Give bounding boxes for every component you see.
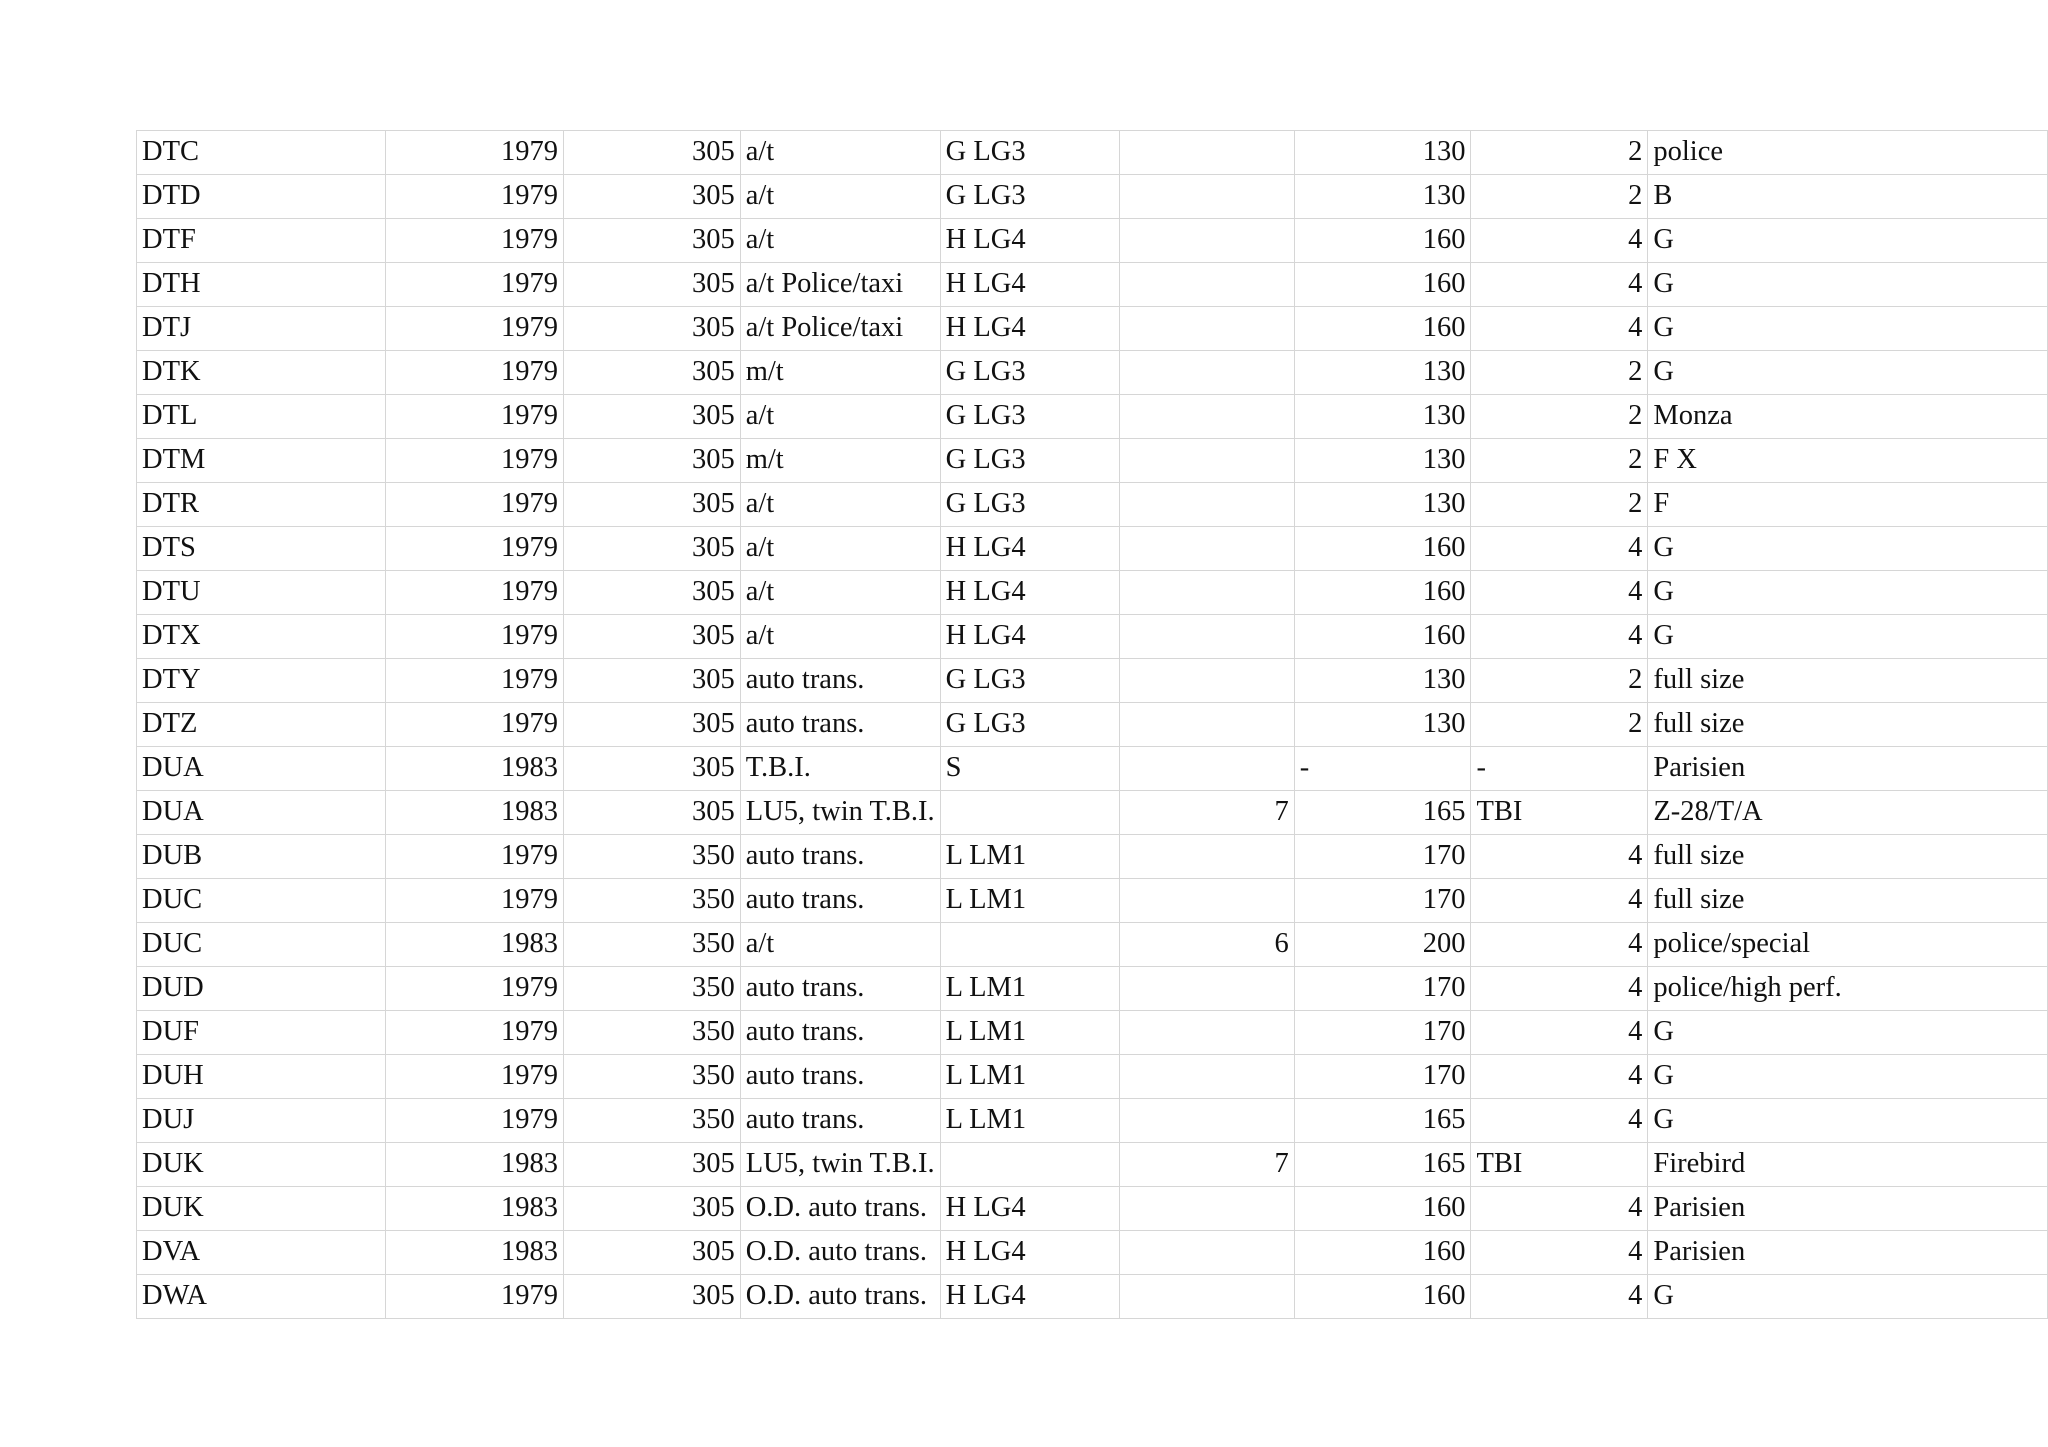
cell-year: 1979 <box>386 571 564 615</box>
engine-code-table <box>136 130 2048 1319</box>
cell-horsepower: 160 <box>1294 615 1471 659</box>
cell-carburetor: 4 <box>1471 1187 1648 1231</box>
cell-col6 <box>1119 1187 1294 1231</box>
cell-application: full size <box>1648 659 2048 703</box>
cell-displacement: 305 <box>563 747 740 791</box>
cell-col6 <box>1119 307 1294 351</box>
cell-year: 1979 <box>386 395 564 439</box>
cell-engine-code: DTY <box>137 659 386 703</box>
cell-engine-rpo: G LG3 <box>940 131 1119 175</box>
cell-col6 <box>1119 659 1294 703</box>
cell-displacement: 305 <box>563 571 740 615</box>
table-row <box>137 1011 2048 1055</box>
cell-year: 1983 <box>386 923 564 967</box>
cell-engine-code: DUJ <box>137 1099 386 1143</box>
cell-application: Parisien <box>1648 1231 2048 1275</box>
cell-col6 <box>1119 1055 1294 1099</box>
cell-engine-rpo: G LG3 <box>940 351 1119 395</box>
cell-engine-rpo: G LG3 <box>940 703 1119 747</box>
cell-horsepower: 130 <box>1294 175 1471 219</box>
cell-engine-rpo: L LM1 <box>940 879 1119 923</box>
cell-carburetor: 2 <box>1471 703 1648 747</box>
cell-engine-code: DTU <box>137 571 386 615</box>
cell-horsepower: 165 <box>1294 1143 1471 1187</box>
cell-horsepower: 130 <box>1294 483 1471 527</box>
cell-year: 1983 <box>386 1231 564 1275</box>
cell-carburetor: 2 <box>1471 395 1648 439</box>
cell-engine-code: DTR <box>137 483 386 527</box>
cell-transmission: a/t <box>740 219 940 263</box>
table-row <box>137 659 2048 703</box>
cell-year: 1979 <box>386 659 564 703</box>
cell-displacement: 305 <box>563 263 740 307</box>
cell-engine-rpo: H LG4 <box>940 527 1119 571</box>
cell-horsepower: 170 <box>1294 835 1471 879</box>
cell-application: G <box>1648 1275 2048 1319</box>
cell-horsepower: 160 <box>1294 571 1471 615</box>
cell-year: 1979 <box>386 351 564 395</box>
cell-engine-rpo: H LG4 <box>940 1275 1119 1319</box>
cell-transmission: O.D. auto trans. <box>740 1231 940 1275</box>
cell-col6 <box>1119 703 1294 747</box>
cell-carburetor: 4 <box>1471 615 1648 659</box>
table-row <box>137 1187 2048 1231</box>
table-row <box>137 923 2048 967</box>
cell-year: 1979 <box>386 1055 564 1099</box>
cell-col6 <box>1119 879 1294 923</box>
table-row <box>137 1143 2048 1187</box>
cell-displacement: 350 <box>563 1099 740 1143</box>
cell-horsepower: 130 <box>1294 351 1471 395</box>
cell-displacement: 350 <box>563 879 740 923</box>
cell-carburetor: TBI <box>1471 791 1648 835</box>
cell-application: police/special <box>1648 923 2048 967</box>
cell-col6 <box>1119 439 1294 483</box>
table-row <box>137 571 2048 615</box>
cell-engine-code: DTK <box>137 351 386 395</box>
cell-transmission: a/t <box>740 571 940 615</box>
table-row <box>137 263 2048 307</box>
cell-engine-code: DTX <box>137 615 386 659</box>
cell-horsepower: 160 <box>1294 1275 1471 1319</box>
cell-year: 1979 <box>386 1011 564 1055</box>
cell-transmission: m/t <box>740 439 940 483</box>
table-row <box>137 307 2048 351</box>
cell-engine-rpo: L LM1 <box>940 1011 1119 1055</box>
cell-carburetor: 4 <box>1471 219 1648 263</box>
cell-carburetor: 2 <box>1471 351 1648 395</box>
cell-application: F X <box>1648 439 2048 483</box>
table-row <box>137 967 2048 1011</box>
table-row <box>137 131 2048 175</box>
cell-carburetor: 4 <box>1471 571 1648 615</box>
cell-year: 1979 <box>386 527 564 571</box>
cell-engine-code: DTZ <box>137 703 386 747</box>
cell-transmission: auto trans. <box>740 967 940 1011</box>
cell-carburetor: 4 <box>1471 1055 1648 1099</box>
cell-horsepower: 170 <box>1294 967 1471 1011</box>
cell-horsepower: 165 <box>1294 791 1471 835</box>
cell-carburetor: - <box>1471 747 1648 791</box>
cell-engine-code: DTL <box>137 395 386 439</box>
cell-application: full size <box>1648 879 2048 923</box>
cell-displacement: 305 <box>563 483 740 527</box>
cell-year: 1979 <box>386 439 564 483</box>
cell-displacement: 305 <box>563 439 740 483</box>
cell-year: 1979 <box>386 263 564 307</box>
cell-engine-rpo: H LG4 <box>940 571 1119 615</box>
cell-col6 <box>1119 527 1294 571</box>
cell-application: G <box>1648 1099 2048 1143</box>
cell-transmission: auto trans. <box>740 879 940 923</box>
cell-transmission: a/t <box>740 483 940 527</box>
cell-col6 <box>1119 615 1294 659</box>
table-row <box>137 351 2048 395</box>
cell-horsepower: 130 <box>1294 659 1471 703</box>
cell-transmission: auto trans. <box>740 1099 940 1143</box>
cell-col6 <box>1119 571 1294 615</box>
cell-engine-code: DUK <box>137 1187 386 1231</box>
cell-col6 <box>1119 395 1294 439</box>
table-body <box>137 131 2048 1319</box>
cell-carburetor: 4 <box>1471 923 1648 967</box>
cell-engine-code: DTJ <box>137 307 386 351</box>
cell-engine-code: DUD <box>137 967 386 1011</box>
cell-col6: 7 <box>1119 791 1294 835</box>
cell-year: 1979 <box>386 835 564 879</box>
cell-displacement: 350 <box>563 1011 740 1055</box>
cell-year: 1979 <box>386 1099 564 1143</box>
cell-col6 <box>1119 1275 1294 1319</box>
cell-displacement: 305 <box>563 527 740 571</box>
cell-carburetor: 4 <box>1471 307 1648 351</box>
cell-year: 1979 <box>386 219 564 263</box>
cell-engine-rpo: G LG3 <box>940 175 1119 219</box>
cell-displacement: 305 <box>563 131 740 175</box>
cell-application: G <box>1648 615 2048 659</box>
cell-application: Z-28/T/A <box>1648 791 2048 835</box>
cell-transmission: O.D. auto trans. <box>740 1275 940 1319</box>
cell-displacement: 305 <box>563 1187 740 1231</box>
cell-col6 <box>1119 1011 1294 1055</box>
cell-displacement: 305 <box>563 395 740 439</box>
cell-displacement: 305 <box>563 351 740 395</box>
cell-displacement: 305 <box>563 307 740 351</box>
cell-application: Parisien <box>1648 1187 2048 1231</box>
cell-transmission: m/t <box>740 351 940 395</box>
cell-engine-rpo <box>940 791 1119 835</box>
cell-transmission: a/t <box>740 527 940 571</box>
cell-engine-code: DTC <box>137 131 386 175</box>
cell-col6 <box>1119 967 1294 1011</box>
cell-engine-code: DUA <box>137 747 386 791</box>
cell-application: B <box>1648 175 2048 219</box>
cell-year: 1979 <box>386 131 564 175</box>
cell-horsepower: 170 <box>1294 1055 1471 1099</box>
cell-displacement: 305 <box>563 175 740 219</box>
cell-transmission: auto trans. <box>740 703 940 747</box>
table-row <box>137 527 2048 571</box>
cell-displacement: 305 <box>563 1143 740 1187</box>
cell-carburetor: 4 <box>1471 835 1648 879</box>
cell-horsepower: 130 <box>1294 395 1471 439</box>
cell-year: 1979 <box>386 175 564 219</box>
cell-carburetor: 4 <box>1471 263 1648 307</box>
cell-col6 <box>1119 131 1294 175</box>
cell-year: 1979 <box>386 615 564 659</box>
cell-horsepower: 160 <box>1294 263 1471 307</box>
cell-engine-code: DUA <box>137 791 386 835</box>
cell-engine-rpo: G LG3 <box>940 483 1119 527</box>
cell-col6 <box>1119 747 1294 791</box>
cell-transmission: T.B.I. <box>740 747 940 791</box>
cell-year: 1979 <box>386 967 564 1011</box>
cell-carburetor: 4 <box>1471 1099 1648 1143</box>
cell-horsepower: 160 <box>1294 527 1471 571</box>
cell-transmission: a/t Police/taxi <box>740 307 940 351</box>
cell-col6 <box>1119 263 1294 307</box>
cell-application: G <box>1648 527 2048 571</box>
cell-transmission: a/t <box>740 131 940 175</box>
cell-engine-rpo: G LG3 <box>940 439 1119 483</box>
cell-application: G <box>1648 263 2048 307</box>
cell-engine-rpo: L LM1 <box>940 967 1119 1011</box>
cell-application: police/high perf. <box>1648 967 2048 1011</box>
cell-transmission: a/t Police/taxi <box>740 263 940 307</box>
cell-transmission: a/t <box>740 923 940 967</box>
table-row <box>137 219 2048 263</box>
cell-engine-code: DUH <box>137 1055 386 1099</box>
table-row <box>137 175 2048 219</box>
cell-engine-rpo: H LG4 <box>940 307 1119 351</box>
table-row <box>137 835 2048 879</box>
cell-engine-code: DVA <box>137 1231 386 1275</box>
cell-year: 1979 <box>386 703 564 747</box>
cell-year: 1979 <box>386 483 564 527</box>
table-row <box>137 483 2048 527</box>
cell-col6 <box>1119 1231 1294 1275</box>
cell-carburetor: 4 <box>1471 967 1648 1011</box>
cell-year: 1983 <box>386 1143 564 1187</box>
cell-application: G <box>1648 1011 2048 1055</box>
cell-application: Parisien <box>1648 747 2048 791</box>
cell-carburetor: 4 <box>1471 879 1648 923</box>
cell-transmission: O.D. auto trans. <box>740 1187 940 1231</box>
cell-displacement: 305 <box>563 615 740 659</box>
cell-application: Firebird <box>1648 1143 2048 1187</box>
cell-engine-code: DTD <box>137 175 386 219</box>
cell-application: full size <box>1648 835 2048 879</box>
cell-engine-code: DTS <box>137 527 386 571</box>
cell-engine-code: DUF <box>137 1011 386 1055</box>
cell-engine-code: DTH <box>137 263 386 307</box>
cell-engine-rpo: G LG3 <box>940 395 1119 439</box>
cell-transmission: LU5, twin T.B.I. <box>740 1143 940 1187</box>
cell-carburetor: TBI <box>1471 1143 1648 1187</box>
cell-col6 <box>1119 483 1294 527</box>
cell-horsepower: - <box>1294 747 1471 791</box>
cell-carburetor: 2 <box>1471 659 1648 703</box>
cell-engine-rpo: H LG4 <box>940 219 1119 263</box>
table-row <box>137 879 2048 923</box>
cell-application: F <box>1648 483 2048 527</box>
cell-horsepower: 170 <box>1294 879 1471 923</box>
cell-transmission: a/t <box>740 395 940 439</box>
cell-displacement: 305 <box>563 659 740 703</box>
cell-col6 <box>1119 835 1294 879</box>
cell-horsepower: 130 <box>1294 131 1471 175</box>
cell-transmission: auto trans. <box>740 835 940 879</box>
cell-horsepower: 165 <box>1294 1099 1471 1143</box>
cell-engine-rpo: H LG4 <box>940 1231 1119 1275</box>
cell-engine-code: DUC <box>137 879 386 923</box>
cell-engine-rpo: H LG4 <box>940 263 1119 307</box>
cell-carburetor: 2 <box>1471 175 1648 219</box>
cell-carburetor: 2 <box>1471 439 1648 483</box>
table-row <box>137 1275 2048 1319</box>
cell-engine-code: DUC <box>137 923 386 967</box>
table-row <box>137 439 2048 483</box>
cell-displacement: 305 <box>563 1231 740 1275</box>
cell-transmission: a/t <box>740 615 940 659</box>
table-row <box>137 395 2048 439</box>
table-row <box>137 1055 2048 1099</box>
cell-engine-rpo: H LG4 <box>940 1187 1119 1231</box>
cell-carburetor: 2 <box>1471 483 1648 527</box>
cell-engine-rpo: L LM1 <box>940 835 1119 879</box>
cell-horsepower: 160 <box>1294 1187 1471 1231</box>
cell-application: full size <box>1648 703 2048 747</box>
cell-displacement: 305 <box>563 703 740 747</box>
cell-application: G <box>1648 571 2048 615</box>
cell-engine-rpo: G LG3 <box>940 659 1119 703</box>
cell-displacement: 305 <box>563 1275 740 1319</box>
cell-carburetor: 2 <box>1471 131 1648 175</box>
table-row <box>137 1231 2048 1275</box>
cell-application: police <box>1648 131 2048 175</box>
cell-horsepower: 160 <box>1294 1231 1471 1275</box>
cell-horsepower: 160 <box>1294 219 1471 263</box>
cell-displacement: 305 <box>563 219 740 263</box>
cell-col6 <box>1119 351 1294 395</box>
cell-displacement: 350 <box>563 967 740 1011</box>
table-row <box>137 747 2048 791</box>
cell-engine-code: DWA <box>137 1275 386 1319</box>
cell-engine-code: DUK <box>137 1143 386 1187</box>
cell-year: 1983 <box>386 791 564 835</box>
cell-col6 <box>1119 219 1294 263</box>
cell-engine-rpo: S <box>940 747 1119 791</box>
cell-carburetor: 4 <box>1471 527 1648 571</box>
cell-col6: 7 <box>1119 1143 1294 1187</box>
cell-displacement: 350 <box>563 835 740 879</box>
cell-transmission: auto trans. <box>740 659 940 703</box>
cell-engine-code: DUB <box>137 835 386 879</box>
cell-transmission: auto trans. <box>740 1055 940 1099</box>
table-row <box>137 703 2048 747</box>
cell-transmission: auto trans. <box>740 1011 940 1055</box>
cell-engine-rpo: L LM1 <box>940 1055 1119 1099</box>
cell-displacement: 305 <box>563 791 740 835</box>
cell-col6 <box>1119 175 1294 219</box>
cell-engine-rpo <box>940 923 1119 967</box>
cell-year: 1983 <box>386 747 564 791</box>
cell-application: G <box>1648 307 2048 351</box>
cell-application: G <box>1648 351 2048 395</box>
cell-engine-rpo: H LG4 <box>940 615 1119 659</box>
table-row <box>137 1099 2048 1143</box>
cell-carburetor: 4 <box>1471 1011 1648 1055</box>
cell-application: G <box>1648 1055 2048 1099</box>
cell-horsepower: 130 <box>1294 439 1471 483</box>
table-row <box>137 791 2048 835</box>
cell-horsepower: 160 <box>1294 307 1471 351</box>
cell-displacement: 350 <box>563 1055 740 1099</box>
cell-col6 <box>1119 1099 1294 1143</box>
cell-year: 1979 <box>386 1275 564 1319</box>
cell-engine-code: DTM <box>137 439 386 483</box>
cell-carburetor: 4 <box>1471 1231 1648 1275</box>
cell-horsepower: 200 <box>1294 923 1471 967</box>
cell-engine-rpo: L LM1 <box>940 1099 1119 1143</box>
cell-application: Monza <box>1648 395 2048 439</box>
cell-horsepower: 170 <box>1294 1011 1471 1055</box>
cell-year: 1979 <box>386 879 564 923</box>
cell-transmission: LU5, twin T.B.I. <box>740 791 940 835</box>
cell-engine-code: DTF <box>137 219 386 263</box>
table-row <box>137 615 2048 659</box>
cell-horsepower: 130 <box>1294 703 1471 747</box>
cell-engine-rpo <box>940 1143 1119 1187</box>
cell-transmission: a/t <box>740 175 940 219</box>
cell-col6: 6 <box>1119 923 1294 967</box>
cell-year: 1983 <box>386 1187 564 1231</box>
cell-application: G <box>1648 219 2048 263</box>
cell-year: 1979 <box>386 307 564 351</box>
cell-displacement: 350 <box>563 923 740 967</box>
cell-carburetor: 4 <box>1471 1275 1648 1319</box>
